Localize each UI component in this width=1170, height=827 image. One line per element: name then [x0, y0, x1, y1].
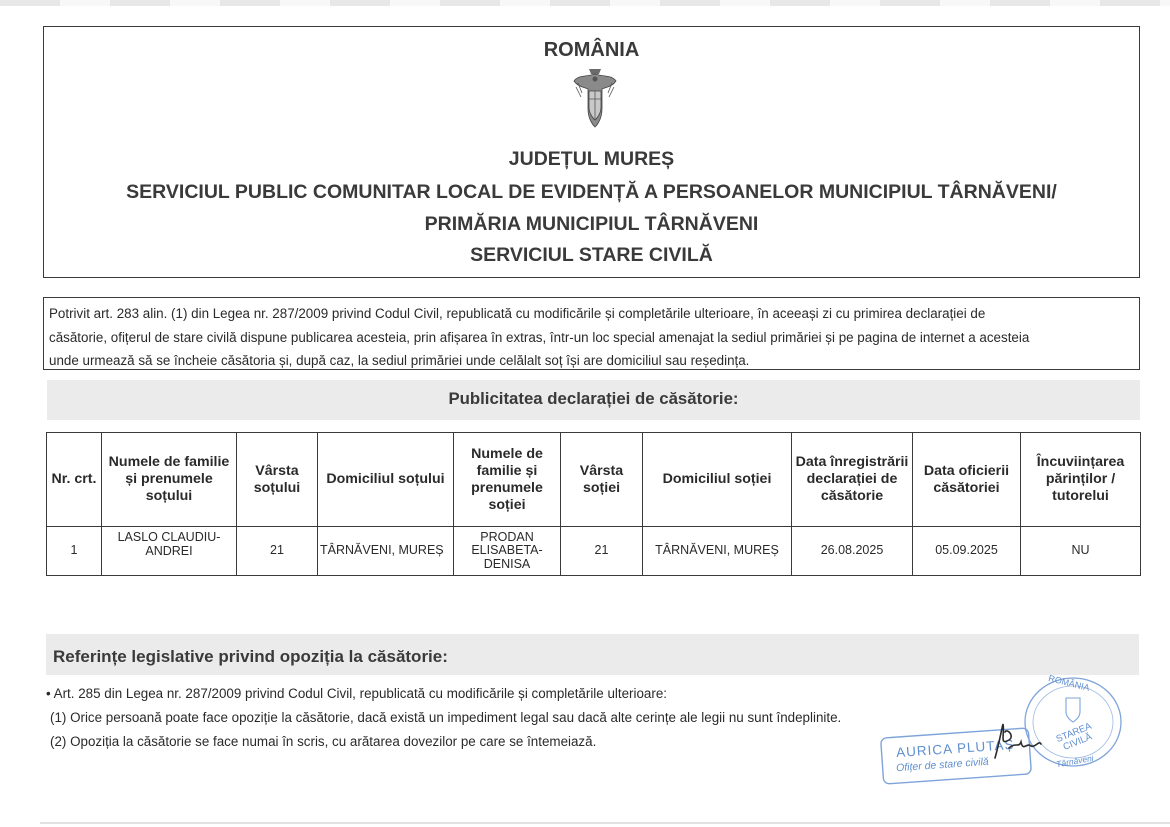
header-box [43, 26, 1140, 278]
municipality-title: PRIMĂRIA MUNICIPIUL TÂRNĂVENI [424, 213, 759, 235]
column-header-husband-name: Numele de familie și prenumele soțului [102, 433, 237, 527]
table-row [47, 527, 1141, 576]
reference-paragraph-1: (1) Orice persoană poate face opoziție la căsătorie, dacă există un impediment legal sau dacă alte cerințe ale legii nu sunt îndeplinite. [50, 710, 842, 725]
cell-ceremony-date: 05.09.2025 [913, 527, 1021, 576]
column-header-nr: Nr. crt. [47, 433, 102, 527]
signature-icon [985, 718, 1045, 766]
legal-notice-box [43, 297, 1140, 370]
round-stamp-bottom: Târnăveni [1055, 752, 1095, 770]
marriage-declaration-table [46, 432, 1141, 576]
legal-notice-line: căsătorie, ofițerul de stare civilă dispune publicarea acesteia, prin afișarea în extras, într-un loc special amenajat la sediul primăriei și pe pagina de internet a acesteia [49, 329, 1030, 345]
country-title: ROMÂNIA [543, 39, 640, 61]
column-header-registration-date: Data înregistrării declarației de căsătorie [792, 433, 913, 527]
reference-paragraph-2: (2) Opoziția la căsătorie se face numai în scris, cu arătarea dovezilor pe care se întemeiază. [50, 734, 597, 749]
scan-edge-bottom [40, 822, 1170, 824]
cell-consent: NU [1021, 527, 1141, 576]
references-title-band [46, 634, 1139, 675]
county-title: JUDEȚUL MUREȘ [508, 148, 675, 170]
civil-status-title: SERVICIUL STARE CIVILĂ [470, 244, 713, 266]
column-header-consent: Încuviințarea părinților / tutorelui [1021, 433, 1141, 527]
publication-title-band [47, 380, 1140, 420]
table-header-row [47, 433, 1141, 527]
reference-article: • Art. 285 din Legea nr. 287/2009 privind Codul Civil, republicată cu modificările și completările ulterioare: [46, 686, 667, 701]
publication-title: Publicitatea declarației de căsătorie: [448, 389, 739, 408]
scan-edge-top [0, 0, 1170, 6]
references-title: Referințe legislative privind opoziția la căsătorie: [53, 647, 448, 666]
round-stamp-top: ROMÂNIA [1047, 673, 1091, 693]
column-header-wife-domicile: Domiciliul soției [643, 433, 792, 527]
column-header-husband-domicile: Domiciliul soțului [318, 433, 454, 527]
stamp-officer-role: Ofițer de stare civilă [895, 755, 990, 775]
cell-wife-age: 21 [561, 527, 643, 576]
column-header-husband-age: Vârsta soțului [237, 433, 318, 527]
cell-wife-name: PRODAN ELISABETA-DENISA [454, 527, 561, 576]
cell-wife-domicile: TÂRNĂVENI, MUREȘ [643, 527, 792, 576]
cell-registration-date: 26.08.2025 [792, 527, 913, 576]
column-header-ceremony-date: Data oficierii căsătoriei [913, 433, 1021, 527]
cell-husband-age: 21 [237, 527, 318, 576]
legal-notice-line: unde urmează să se încheie căsătoria și, după caz, la sediul primăriei unde celălalt soț își are domiciliul sau reședința. [49, 353, 750, 368]
column-header-wife-name: Numele de familie și prenumele soției [454, 433, 561, 527]
cell-husband-domicile: TÂRNĂVENI, MUREȘ [318, 527, 454, 576]
cell-nr: 1 [47, 527, 102, 576]
round-stamp-middle: STAREA CIVILĂ [1054, 720, 1094, 753]
column-header-wife-age: Vârsta soției [561, 433, 643, 527]
legal-notice-line: Potrivit art. 283 alin. (1) din Legea nr. 287/2009 privind Codul Civil, republicată cu modificările și completările ulterioare, în aceeași zi cu primirea declarației de [49, 306, 986, 321]
service-title: SERVICIUL PUBLIC COMUNITAR LOCAL DE EVIDENȚĂ A PERSOANELOR MUNICIPIUL TÂRNĂVENI/ [126, 181, 1057, 203]
cell-husband-name: LASLO CLAUDIU-ANDREI [102, 527, 237, 576]
coat-of-arms-icon [572, 65, 618, 131]
stamp-officer-name: AURICA PLUTAȘ [895, 736, 1015, 761]
